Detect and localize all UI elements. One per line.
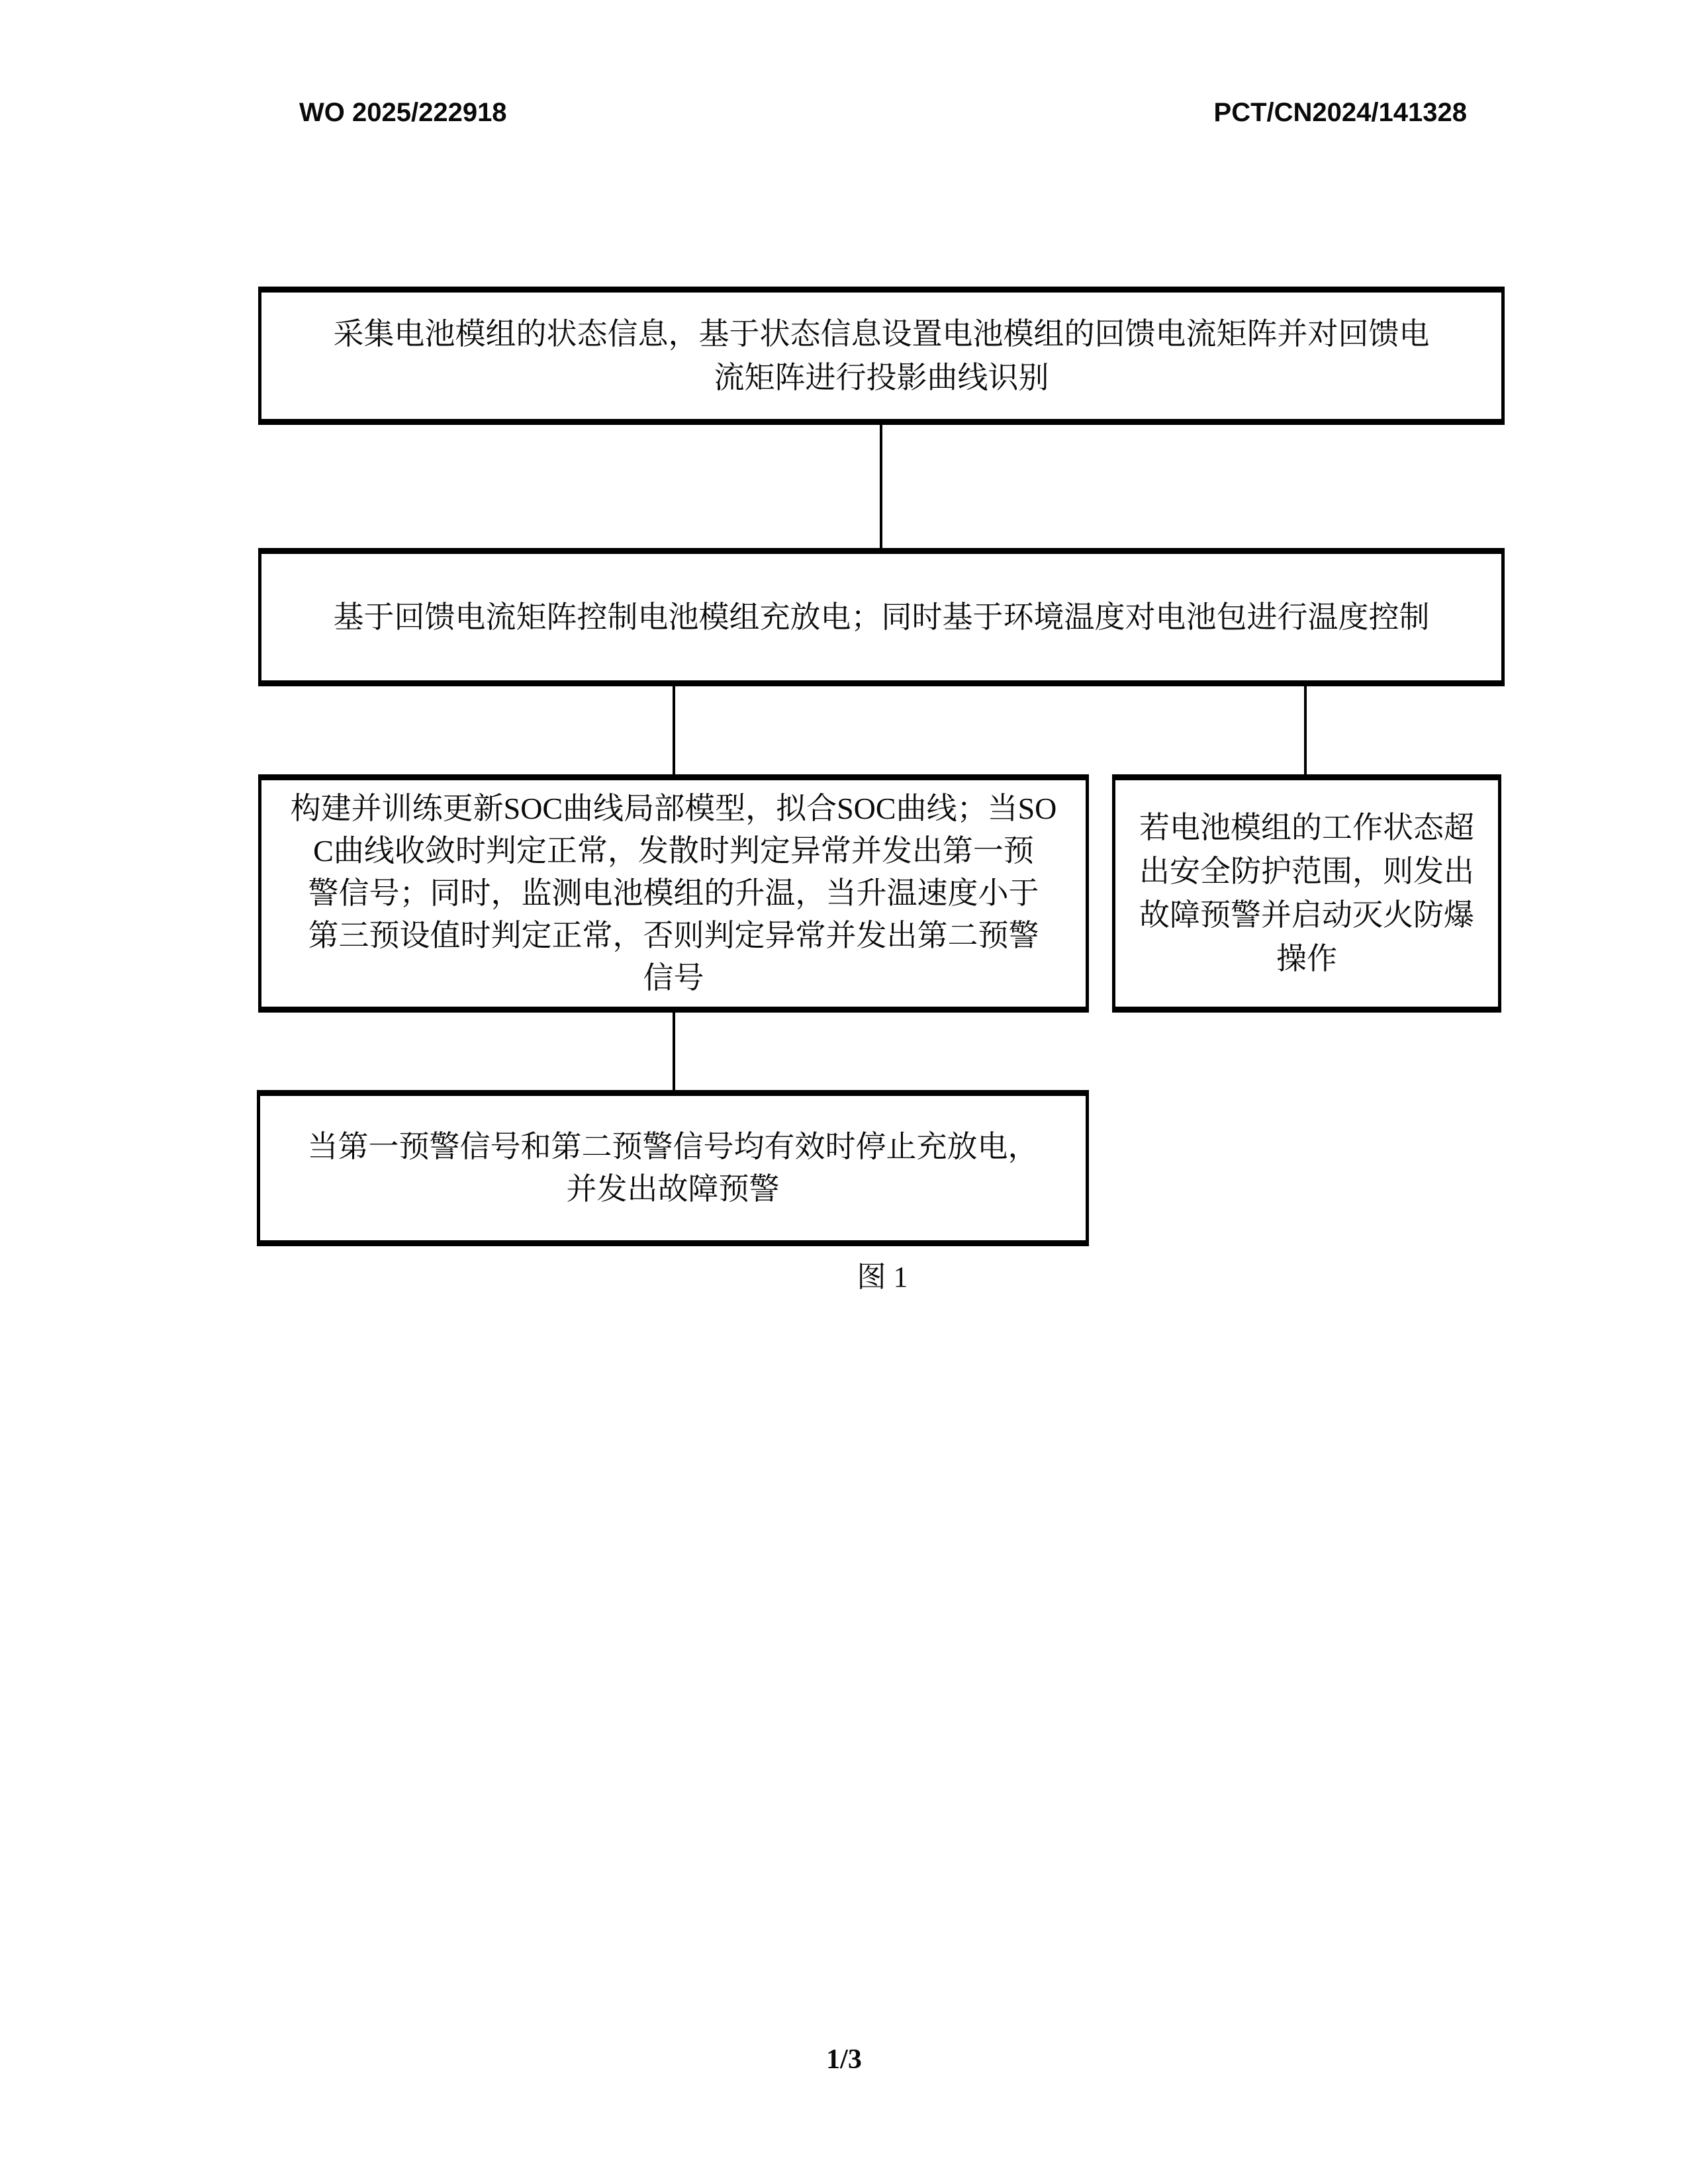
flow-step-safety-protection: 若电池模组的工作状态超 出安全防护范围，则发出 故障预警并启动灭火防爆 操作 <box>1112 774 1501 1013</box>
connector-step2-step4 <box>1304 686 1307 774</box>
connector-step1-step2 <box>880 425 882 548</box>
connector-step3-step5 <box>673 1013 675 1090</box>
flow-step-soc-model: 构建并训练更新SOC曲线局部模型，拟合SOC曲线；当SO C曲线收敛时判定正常，发散时判定异常并发出第一预 警信号；同时，监测电池模组的升温，当升温速度小于 第三预设值时判定正常，否则判定异常并发出第二预警 信号 <box>258 774 1089 1013</box>
application-number: PCT/CN2024/141328 <box>1213 98 1467 127</box>
flow-step-control-charge: 基于回馈电流矩阵控制电池模组充放电；同时基于环境温度对电池包进行温度控制 <box>258 548 1505 686</box>
publication-number: WO 2025/222918 <box>299 98 507 127</box>
connector-step2-step3 <box>673 686 675 774</box>
flow-step-collect-status: 采集电池模组的状态信息，基于状态信息设置电池模组的回馈电流矩阵并对回馈电 流矩阵进行投影曲线识别 <box>258 287 1505 425</box>
figure-caption: 图 1 <box>857 1261 908 1293</box>
page-number: 1/3 <box>826 2044 862 2075</box>
flow-step-stop-charge: 当第一预警信号和第二预警信号均有效时停止充放电， 并发出故障预警 <box>257 1090 1089 1246</box>
